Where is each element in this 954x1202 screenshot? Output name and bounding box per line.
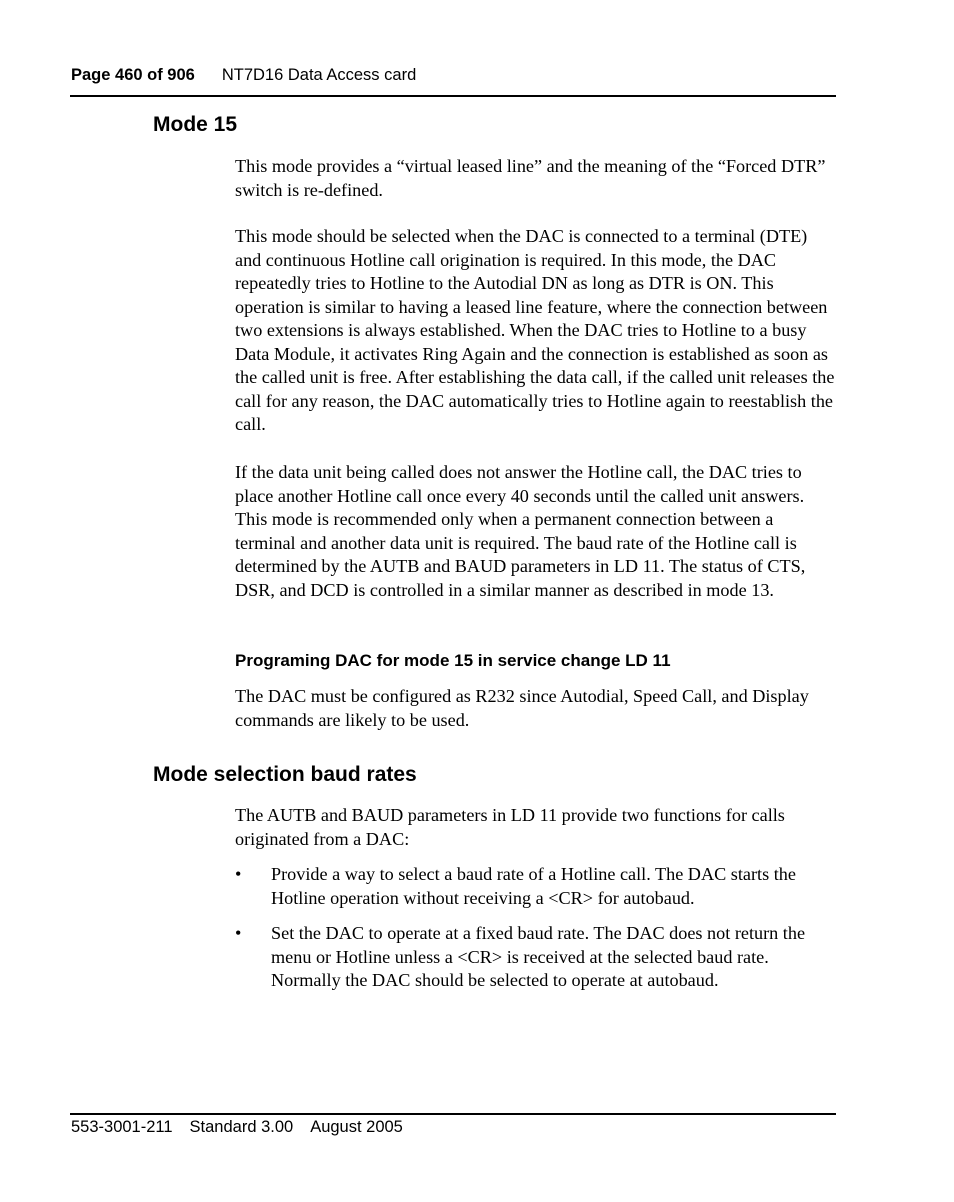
standard-version: Standard 3.00: [189, 1118, 294, 1136]
paragraph-mode15-no-answer: If the data unit being called does not answer the Hotline call, the DAC tries to place another Hotline call once every 40 seconds until the called unit answers. This mode is recommended only when a permanent connection between a terminal and another data unit is required. The baud rate of the Hotline call is determined by the AUTB and BAUD parameters in LD 11. The status of CTS, DSR, and DCD is controlled in a similar manner as described in mode 13.: [235, 462, 806, 600]
bullet-marker: •: [235, 864, 242, 884]
header-rule: [70, 95, 836, 97]
list-item-text: Provide a way to select a baud rate of a Hotline call. The DAC starts the Hotline operation without receiving a <CR> for autobaud.: [271, 864, 796, 908]
page-header: [71, 66, 416, 85]
paragraph-baud-intro: The AUTB and BAUD parameters in LD 11 provide two functions for calls originated from a DAC:: [235, 805, 785, 849]
section-heading-baud-rates: Mode selection baud rates: [153, 763, 417, 786]
footer-rule: [70, 1113, 836, 1115]
subheading-programming-dac: Programing DAC for mode 15 in service change LD 11: [235, 651, 671, 670]
section-heading-mode15: Mode 15: [153, 113, 238, 136]
page-number: Page 460 of 906: [71, 66, 195, 84]
page-footer: [71, 1118, 420, 1137]
paragraph-dac-config: The DAC must be configured as R232 since Autodial, Speed Call, and Display commands are likely to be used.: [235, 686, 809, 730]
document-number: 553-3001-211: [71, 1118, 173, 1136]
paragraph-mode15-operation: This mode should be selected when the DAC is connected to a terminal (DTE) and continuous Hotline call origination is required. In this mode, the DAC repeatedly tries to Hotline to the Autodial DN as long as DTR is ON. This operation is similar to having a leased line feature, where the connection between two extensions is always established. When the DAC tries to Hotline to a busy Data Module, it activates Ring Again and the connection is established as soon as the called unit is free. After establishing the data call, if the called unit releases the call for any reason, the DAC automatically tries to Hotline again to reestablish the call.: [235, 226, 835, 434]
document-title: NT7D16 Data Access card: [221, 66, 417, 84]
paragraph-mode15-intro: This mode provides a “virtual leased line” and the meaning of the “Forced DTR” switch is re-defined.: [235, 156, 826, 200]
list-item-text: Set the DAC to operate at a fixed baud rate. The DAC does not return the menu or Hotline unless a <CR> is received at the selected baud rate. Normally the DAC should be selected to operate at autobaud.: [271, 923, 806, 990]
publication-date: August 2005: [310, 1118, 403, 1136]
bullet-marker: •: [235, 923, 242, 943]
